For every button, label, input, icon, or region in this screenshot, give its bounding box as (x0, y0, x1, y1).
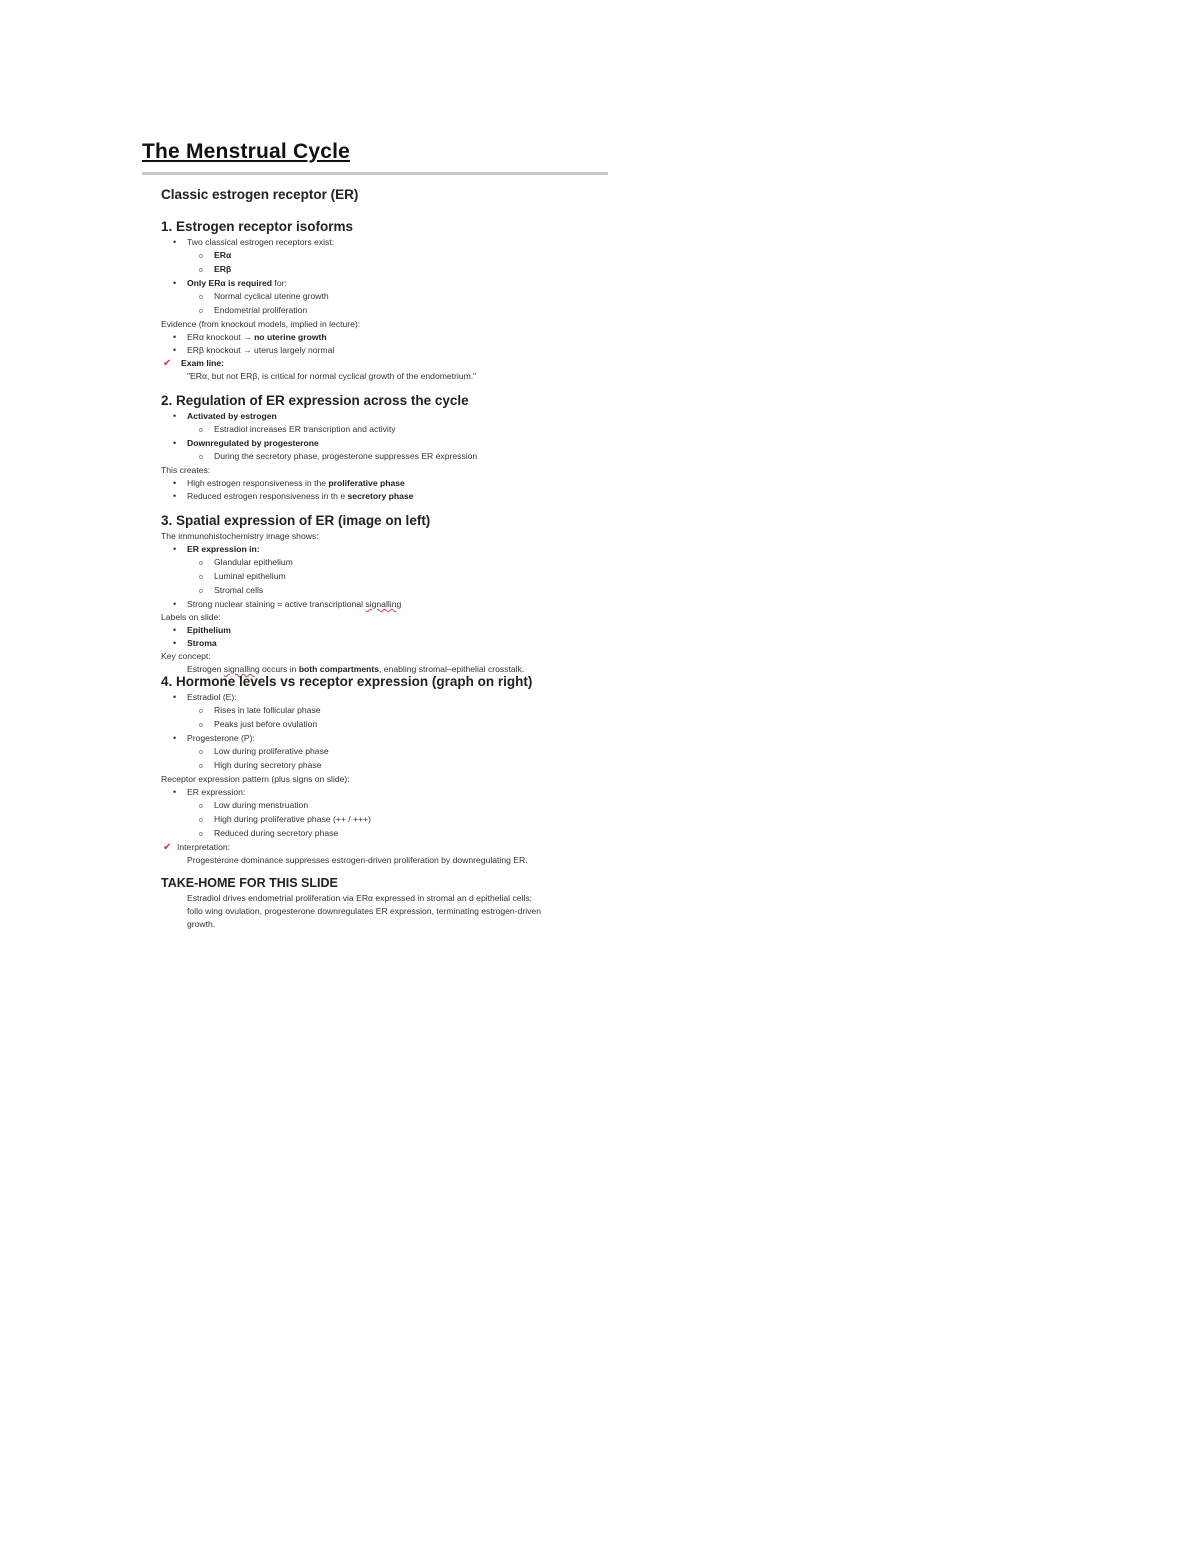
list-item: oHigh during proliferative phase (++ / +++) (161, 813, 532, 827)
bullet-icon (173, 344, 187, 357)
interpretation-text: Progesterone dominance suppresses estrogen-driven proliferation by downregulating ER. (187, 855, 528, 865)
list-item: oERβ (161, 263, 476, 277)
section-isoforms (161, 218, 476, 383)
circle-bullet-icon (199, 557, 214, 570)
circle-bullet-icon (199, 585, 214, 598)
list-item: oLuminal epithelium (161, 570, 524, 584)
circle-bullet-icon (199, 571, 214, 584)
bullet-icon (173, 598, 187, 611)
bullet-icon (173, 637, 187, 650)
circle-bullet-icon (199, 451, 214, 464)
list-item: •Strong nuclear staining = active transcriptional signalling (161, 598, 524, 611)
bullet-icon (173, 786, 187, 799)
section-spatial (161, 512, 524, 676)
section-heading: 3. Spatial expression of ER (image on left) (161, 513, 431, 528)
bullet-icon (173, 437, 187, 450)
take-home-line: Estradiol drives endometrial proliferation via ERα expressed in stromal an d epithelial cells; (187, 893, 533, 903)
intro-text: The immunohistochemistry image shows: (161, 531, 319, 541)
list-item: oPeaks just before ovulation (161, 718, 532, 732)
list-item: •Two classical estrogen receptors exist: (161, 236, 476, 249)
circle-bullet-icon (199, 305, 214, 318)
section-take-home (161, 874, 541, 931)
interpretation-line: ✔ Interpretation: (163, 842, 231, 853)
pin-icon: ✔ (163, 358, 172, 369)
list-item: oLow during proliferative phase (161, 745, 532, 759)
title-rule (142, 172, 608, 175)
circle-bullet-icon (199, 814, 214, 827)
subtitle: Classic estrogen receptor (ER) (161, 187, 359, 202)
list-item: oGlandular epithelium (161, 556, 524, 570)
take-home-line: follo wing ovulation, progesterone downregulates ER expression, terminating estrogen-driven (187, 906, 541, 916)
bullet-icon (173, 477, 187, 490)
circle-bullet-icon (199, 264, 214, 277)
page-title: The Menstrual Cycle (142, 140, 351, 163)
take-home-line: growth. (187, 919, 216, 929)
list-item: •ER expression: (161, 786, 532, 799)
list-item: oEstradiol increases ER transcription and activity (161, 423, 477, 437)
list-item: oERα (161, 249, 476, 263)
bullet-icon (173, 691, 187, 704)
circle-bullet-icon (199, 719, 214, 732)
section-hormones (161, 673, 532, 867)
list-item: oDuring the secretory phase, progesterone suppresses ER expression (161, 450, 477, 464)
bullet-icon (173, 624, 187, 637)
list-item: oEndometrial proliferation (161, 304, 476, 318)
creates-label: This creates: (161, 465, 211, 475)
list-item: oLow during menstruation (161, 799, 532, 813)
circle-bullet-icon (199, 424, 214, 437)
subtitle-block (161, 186, 358, 204)
key-concept-label: Key concept: (161, 651, 211, 661)
bullet-icon (173, 732, 187, 745)
circle-bullet-icon (199, 760, 214, 773)
section-regulation (161, 392, 477, 503)
circle-bullet-icon (199, 250, 214, 263)
list-item: •High estrogen responsiveness in the proliferative phase (161, 477, 477, 490)
list-item: oHigh during secretory phase (161, 759, 532, 773)
circle-bullet-icon (199, 746, 214, 759)
list-item: •Reduced estrogen responsiveness in th e secretory phase (161, 490, 477, 503)
list-item: oRises in late follicular phase (161, 704, 532, 718)
list-item: •Downregulated by progesterone (161, 437, 477, 450)
list-item: •Epithelium (161, 624, 524, 637)
pin-icon: ✔ (163, 842, 172, 853)
section-heading: 1. Estrogen receptor isoforms (161, 219, 354, 234)
bullet-icon (173, 410, 187, 423)
list-item: •Estradiol (E): (161, 691, 532, 704)
exam-quote: "ERα, but not ERβ, is critical for normal cyclical growth of the endometrium." (187, 371, 477, 381)
bullet-icon (173, 236, 187, 249)
labels-label: Labels on slide: (161, 612, 221, 622)
list-item: •Activated by estrogen (161, 410, 477, 423)
circle-bullet-icon (199, 705, 214, 718)
circle-bullet-icon (199, 291, 214, 304)
key-concept-text: Estrogen signalling occurs in both compartments, enabling stromal–epithelial crosstalk. (187, 664, 525, 674)
list-item: oReduced during secretory phase (161, 827, 532, 841)
list-item: •ERβ knockout → uterus largely normal (161, 344, 476, 357)
bullet-icon (173, 490, 187, 503)
list-item: oStromal cells (161, 584, 524, 598)
exam-line: ✔ Exam line: (163, 358, 224, 369)
list-item: •ERα knockout → no uterine growth (161, 331, 476, 344)
section-heading: 2. Regulation of ER expression across the cycle (161, 393, 469, 408)
bullet-icon (173, 543, 187, 556)
circle-bullet-icon (199, 828, 214, 841)
list-item: •Progesterone (P): (161, 732, 532, 745)
evidence-label: Evidence (from knockout models, implied in lecture): (161, 319, 361, 329)
circle-bullet-icon (199, 800, 214, 813)
section-heading: TAKE-HOME FOR THIS SLIDE (161, 876, 338, 890)
pattern-label: Receptor expression pattern (plus signs on slide): (161, 774, 350, 784)
list-item: •Stroma (161, 637, 524, 650)
list-item: •ER expression in: (161, 543, 524, 556)
section-heading: 4. Hormone levels vs receptor expression (graph on right) (161, 674, 533, 689)
list-item: •Only ERα is required for: (161, 277, 476, 290)
bullet-icon (173, 277, 187, 290)
list-item: oNormal cyclical uterine growth (161, 290, 476, 304)
bullet-icon (173, 331, 187, 344)
